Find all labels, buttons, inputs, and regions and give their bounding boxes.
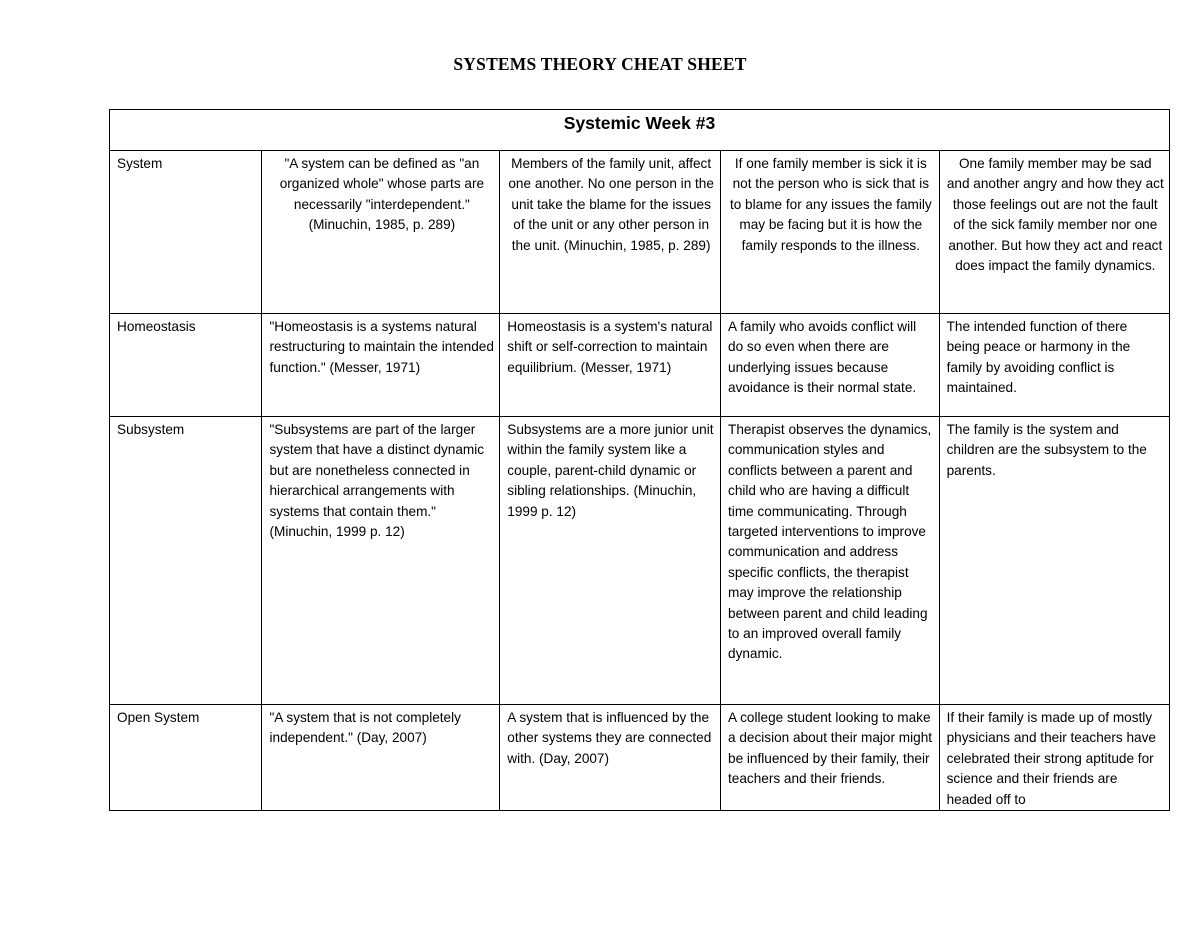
term-cell: Homeostasis bbox=[110, 314, 262, 417]
explanation-cell: Subsystems are a more junior unit within the family system like a couple, parent-child dynamic or sibling relationships. (Minuchin, 1999 p. 12) bbox=[500, 417, 721, 705]
example-cell: A college student looking to make a decision about their major might be influenced by their family, their teachers and their friends. bbox=[721, 705, 940, 811]
table-header-title: Systemic Week #3 bbox=[563, 113, 716, 133]
table-header-row bbox=[110, 110, 1170, 151]
application-cell: The family is the system and children are the subsystem to the parents. bbox=[939, 417, 1169, 705]
application-cell: If their family is made up of mostly physicians and their teachers have celebrated their strong aptitude for science and their friends are headed off to bbox=[939, 705, 1169, 811]
example-cell: A family who avoids conflict will do so even when there are underlying issues because avoidance is their normal state. bbox=[721, 314, 940, 417]
definition-cell: "Homeostasis is a systems natural restructuring to maintain the intended function." (Messer, 1971) bbox=[262, 314, 500, 417]
example-cell: Therapist observes the dynamics, communication styles and conflicts between a parent and child who are having a difficult time communicating. Through targeted interventions to improve communication and address specific conflicts, the therapist may improve the relationship between parent and child leading to an improved overall family dynamic. bbox=[721, 417, 940, 705]
definition-cell: "Subsystems are part of the larger system that have a distinct dynamic but are nonetheless connected in hierarchical arrangements with systems that contain them." (Minuchin, 1999 p. 12) bbox=[262, 417, 500, 705]
table-row bbox=[110, 705, 1170, 811]
table-header-cell bbox=[110, 110, 1170, 151]
definition-cell: "A system can be defined as "an organized whole" whose parts are necessarily "interdependent." (Minuchin, 1985, p. 289) bbox=[262, 151, 500, 314]
document-title: SYSTEMS THEORY CHEAT SHEET bbox=[453, 54, 747, 74]
term-cell: System bbox=[110, 151, 262, 314]
explanation-cell: A system that is influenced by the other systems they are connected with. (Day, 2007) bbox=[500, 705, 721, 811]
table-row bbox=[110, 314, 1170, 417]
definition-cell: "A system that is not completely independent." (Day, 2007) bbox=[262, 705, 500, 811]
application-cell: The intended function of there being peace or harmony in the family by avoiding conflict is maintained. bbox=[939, 314, 1169, 417]
application-cell: One family member may be sad and another angry and how they act those feelings out are not the fault of the sick family member nor one another. But how they act and react does impact the family dynamics. bbox=[939, 151, 1169, 314]
table-row bbox=[110, 151, 1170, 314]
term-cell: Open System bbox=[110, 705, 262, 811]
term-cell: Subsystem bbox=[110, 417, 262, 705]
explanation-cell: Members of the family unit, affect one another. No one person in the unit take the blame for the issues of the unit or any other person in the unit. (Minuchin, 1985, p. 289) bbox=[500, 151, 721, 314]
example-cell: If one family member is sick it is not the person who is sick that is to blame for any issues the family may be facing but it is how the family responds to the illness. bbox=[721, 151, 940, 314]
systems-theory-table bbox=[109, 109, 1170, 811]
table-row bbox=[110, 417, 1170, 705]
explanation-cell: Homeostasis is a system's natural shift or self-correction to maintain equilibrium. (Messer, 1971) bbox=[500, 314, 721, 417]
